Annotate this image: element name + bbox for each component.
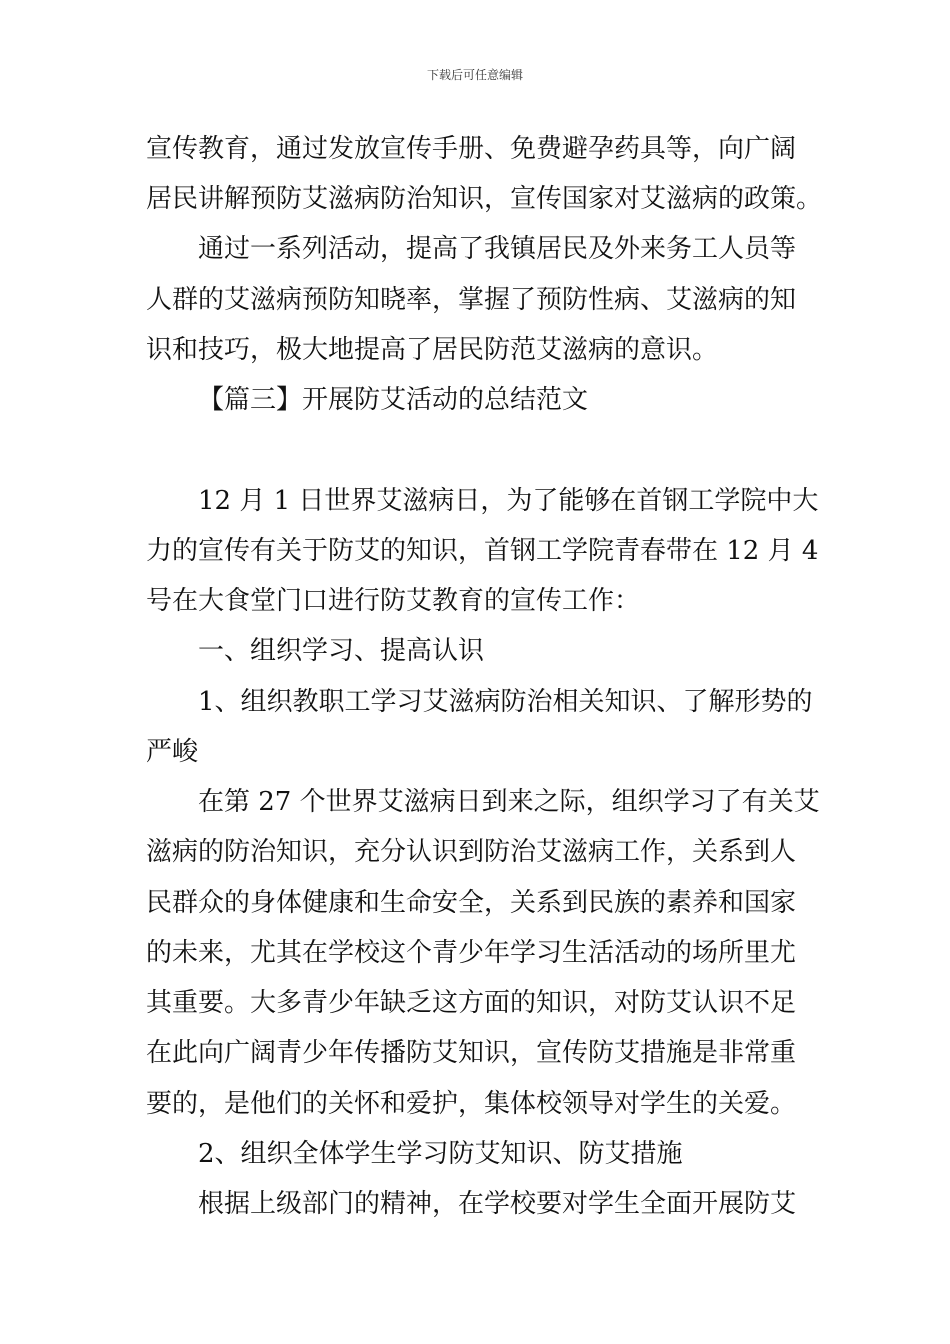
body-line: 识和技巧，极大地提高了居民防范艾滋病的意识。	[146, 335, 719, 365]
body-line: 通过一系列活动，提高了我镇居民及外来务工人员等	[198, 234, 797, 264]
body-line: 宣传教育，通过发放宣传手册、免费避孕药具等，向广阔	[146, 134, 797, 164]
body-line: 力的宣传有关于防艾的知识，首钢工学院青春带在 12 月 4	[146, 536, 819, 566]
body-line: 人群的艾滋病预防知晓率，掌握了预防性病、艾滋病的知	[146, 285, 797, 315]
body-line: 在此向广阔青少年传播防艾知识，宣传防艾措施是非常重	[146, 1038, 797, 1068]
body-line: 民群众的身体健康和生命安全，关系到民族的素养和国家	[146, 888, 797, 918]
body-line: 其重要。大多青少年缺乏这方面的知识，对防艾认识不足	[146, 988, 797, 1018]
body-line: 根据上级部门的精神，在学校要对学生全面开展防艾	[198, 1189, 797, 1219]
section-heading: 【篇三】开展防艾活动的总结范文	[198, 385, 589, 415]
body-line: 12 月 1 日世界艾滋病日，为了能够在首钢工学院中大	[198, 486, 819, 516]
body-line: 居民讲解预防艾滋病防治知识，宣传国家对艾滋病的政策。	[146, 184, 823, 214]
body-line: 滋病的防治知识，充分认识到防治艾滋病工作，关系到人	[146, 837, 797, 867]
page-header: 下载后可任意编辑	[426, 68, 523, 82]
body-line: 在第 27 个世界艾滋病日到来之际，组织学习了有关艾	[198, 787, 820, 817]
subheading: 一、组织学习、提高认识	[198, 636, 485, 666]
body-line: 号在大食堂门口进行防艾教育的宣传工作：	[146, 586, 641, 616]
subheading: 2、组织全体学生学习防艾知识、防艾措施	[198, 1139, 683, 1169]
subheading: 1、组织教职工学习艾滋病防治相关知识、了解形势的	[198, 687, 813, 717]
body-line: 的未来，尤其在学校这个青少年学习生活活动的场所里尤	[146, 938, 797, 968]
body-line: 要的，是他们的关怀和爱护，集体校领导对学生的关爱。	[146, 1089, 797, 1119]
body-line: 严峻	[146, 737, 199, 767]
